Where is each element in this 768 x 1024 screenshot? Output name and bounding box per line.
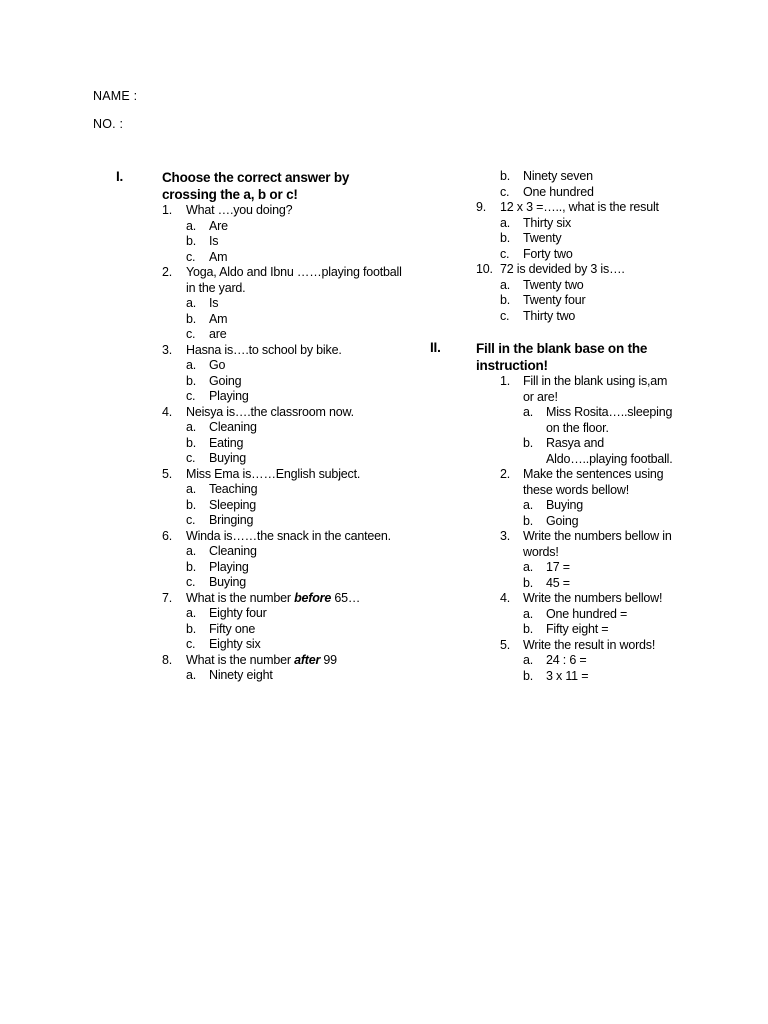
answer-option: [116, 482, 406, 498]
option-letter: b.: [523, 513, 534, 528]
question: [116, 467, 406, 483]
option-text: Buying: [546, 498, 584, 512]
left-column: [116, 169, 406, 684]
answer-option: [116, 374, 406, 390]
option-letter: c.: [186, 637, 196, 651]
question-text-part: 65…: [331, 590, 361, 605]
answer-option: [116, 436, 406, 452]
answer-option: [430, 405, 676, 436]
question-number: 4.: [162, 404, 173, 419]
question-text: Neisya is….the classroom now.: [186, 404, 354, 419]
answer-option: [430, 231, 690, 247]
question-number: 5.: [500, 637, 511, 652]
option-text: Am: [209, 311, 228, 326]
option-text: One hundred =: [546, 606, 628, 621]
answer-option: [430, 669, 676, 685]
answer-option: [430, 653, 676, 669]
option-text: Thirty two: [523, 308, 576, 323]
option-text: Cleaning: [209, 420, 257, 434]
option-text: One hundred: [523, 184, 594, 199]
answer-option: [430, 216, 690, 232]
question-text: Write the result in words!: [523, 637, 656, 652]
question: [116, 343, 406, 359]
question-text: Fill in the blank using is,am or are!: [523, 374, 668, 404]
answer-option: [116, 219, 406, 235]
option-text: Cleaning: [209, 544, 257, 558]
option-letter: a.: [186, 606, 197, 620]
answer-option: [430, 498, 676, 514]
question-number: 7.: [162, 590, 173, 605]
question-text: Hasna is….to school by bike.: [186, 342, 342, 357]
option-text: Miss Rosita…..sleeping on the floor.: [546, 405, 673, 435]
option-text: Twenty four: [523, 293, 586, 307]
question: [430, 200, 690, 216]
option-text: 24 : 6 =: [546, 653, 587, 667]
option-letter: a.: [186, 296, 197, 310]
option-letter: c.: [186, 575, 196, 589]
option-text: Teaching: [209, 482, 258, 496]
answer-option: [116, 358, 406, 374]
question-number: 3.: [162, 342, 173, 357]
question-text: Make the sentences using these words bellow!: [523, 467, 664, 497]
option-text: Eighty six: [209, 637, 261, 651]
answer-option: [430, 293, 690, 309]
answer-option: [116, 420, 406, 436]
option-text: Forty two: [523, 246, 573, 261]
answer-option: [430, 622, 676, 638]
option-letter: b.: [186, 621, 197, 636]
option-letter: a.: [523, 653, 534, 667]
number-label: NO. :: [93, 117, 124, 131]
option-text: Twenty two: [523, 277, 584, 292]
answer-option: [430, 185, 690, 201]
option-letter: a.: [500, 277, 511, 292]
answer-option: [116, 451, 406, 467]
answer-option: [116, 312, 406, 328]
answer-option: [116, 234, 406, 250]
question-number: 1.: [162, 203, 173, 217]
section-title: Choose the correct answer by crossing the a, b or c!: [162, 170, 350, 202]
question: [116, 203, 406, 219]
option-text: Fifty one: [209, 621, 256, 636]
option-letter: a.: [186, 668, 197, 682]
option-letter: b.: [186, 497, 197, 512]
question-text-part: 99: [320, 652, 337, 667]
answer-option: [430, 309, 690, 325]
answer-option: [116, 296, 406, 312]
question-text: [186, 591, 406, 607]
question-number: 1.: [500, 374, 511, 388]
question: [430, 467, 673, 498]
option-text: Eighty four: [209, 606, 267, 620]
answer-option: [116, 513, 406, 529]
option-text: Go: [209, 358, 226, 372]
answer-option: [116, 575, 406, 591]
answer-option: [430, 247, 690, 263]
option-text: Bringing: [209, 513, 254, 527]
question: [430, 638, 673, 654]
question: [430, 529, 673, 560]
question-number: 6.: [162, 528, 173, 543]
option-text: Playing: [209, 559, 249, 574]
option-text: Rasya and Aldo…..playing football.: [546, 436, 673, 466]
option-letter: a.: [523, 498, 534, 512]
question-text: 72 is devided by 3 is….: [500, 262, 625, 276]
question-number: 2.: [162, 265, 173, 279]
question-text: [186, 653, 406, 669]
answer-option: [430, 514, 676, 530]
option-text: Sleeping: [209, 497, 257, 512]
answer-option: [116, 250, 406, 266]
option-letter: c.: [500, 184, 510, 199]
answer-option: [430, 169, 690, 185]
option-text: Ninety seven: [523, 169, 593, 183]
option-letter: b.: [523, 622, 534, 636]
option-letter: c.: [186, 389, 196, 403]
answer-option: [430, 607, 676, 623]
option-letter: c.: [500, 246, 510, 261]
answer-option: [116, 544, 406, 560]
option-letter: b.: [186, 559, 197, 574]
question-number: 8.: [162, 652, 173, 667]
section-1-heading: [116, 169, 406, 203]
option-text: Eating: [209, 435, 244, 450]
option-letter: a.: [523, 405, 534, 419]
option-text: Ninety eight: [209, 668, 273, 682]
option-letter: b.: [523, 436, 534, 450]
answer-option: [116, 327, 406, 343]
question-text: Miss Ema is……English subject.: [186, 466, 361, 481]
option-letter: b.: [523, 668, 534, 683]
question-text-part: What is the number: [186, 652, 295, 667]
option-letter: b.: [500, 169, 511, 183]
answer-option: [430, 560, 676, 576]
section-numeral: II.: [430, 340, 441, 355]
option-letter: c.: [186, 513, 196, 527]
option-letter: a.: [186, 544, 197, 558]
option-letter: b.: [186, 435, 197, 450]
answer-option: [116, 606, 406, 622]
question: [116, 529, 406, 545]
emphasis-word: after: [294, 652, 321, 667]
option-letter: b.: [500, 231, 511, 245]
question: [116, 591, 406, 607]
option-text: Going: [209, 373, 242, 388]
option-letter: c.: [500, 308, 510, 323]
option-text: Thirty six: [523, 215, 572, 230]
answer-option: [116, 560, 406, 576]
option-letter: a.: [186, 420, 197, 434]
option-letter: a.: [523, 606, 534, 621]
question-number: 2.: [500, 467, 511, 481]
section-title: Fill in the blank base on the instruction!: [476, 341, 648, 373]
option-letter: c.: [186, 451, 196, 465]
section-numeral: I.: [116, 169, 124, 184]
emphasis-word: before: [294, 590, 332, 605]
question-text: Winda is……the snack in the canteen.: [186, 528, 391, 543]
question-number: 4.: [500, 591, 511, 605]
answer-option: [116, 389, 406, 405]
option-letter: c.: [186, 249, 196, 264]
option-text: Playing: [209, 389, 249, 403]
question-number: 3.: [500, 529, 511, 543]
option-text: Am: [209, 249, 228, 264]
option-letter: a.: [186, 218, 197, 233]
answer-option: [116, 637, 406, 653]
right-column: [430, 169, 690, 684]
option-text: Buying: [209, 575, 247, 589]
option-text: Fifty eight =: [546, 622, 609, 636]
option-letter: c.: [186, 327, 196, 341]
question: [116, 265, 406, 296]
option-letter: a.: [500, 215, 511, 230]
section-2-heading: [430, 340, 690, 374]
question-text: Write the numbers bellow in words!: [523, 529, 672, 559]
option-letter: a.: [186, 358, 197, 372]
option-letter: b.: [523, 575, 534, 590]
question-text: What ….you doing?: [186, 203, 293, 217]
answer-option: [116, 498, 406, 514]
option-text: Is: [209, 296, 219, 310]
option-letter: a.: [186, 482, 197, 496]
option-letter: b.: [186, 373, 197, 388]
answer-option: [116, 668, 406, 684]
answer-option: [430, 576, 676, 592]
question-text: Write the numbers bellow!: [523, 591, 663, 605]
option-letter: b.: [500, 293, 511, 307]
option-text: Going: [546, 513, 579, 528]
answer-option: [430, 278, 690, 294]
name-label: NAME :: [93, 89, 138, 103]
question: [430, 262, 690, 278]
option-text: Are: [209, 218, 228, 233]
question: [116, 405, 406, 421]
option-letter: b.: [186, 234, 197, 248]
question-number: 10.: [476, 262, 493, 276]
option-text: 3 x 11 =: [546, 668, 589, 683]
question-text-part: What is the number: [186, 590, 295, 605]
question-number: 9.: [476, 200, 487, 214]
option-text: 17 =: [546, 560, 570, 574]
option-letter: b.: [186, 311, 197, 326]
question: [430, 374, 673, 405]
option-text: are: [209, 327, 227, 341]
question-text: 12 x 3 =….., what is the result: [500, 200, 659, 214]
option-text: Buying: [209, 451, 247, 465]
question-text: Yoga, Aldo and Ibnu ……playing football in the yard.: [186, 265, 402, 295]
question: [116, 653, 406, 669]
option-letter: a.: [523, 560, 534, 574]
option-text: 45 =: [546, 575, 570, 590]
question: [430, 591, 673, 607]
option-text: Twenty: [523, 231, 562, 245]
answer-option: [116, 622, 406, 638]
option-text: Is: [209, 234, 219, 248]
question-number: 5.: [162, 466, 173, 481]
answer-option: [430, 436, 676, 467]
